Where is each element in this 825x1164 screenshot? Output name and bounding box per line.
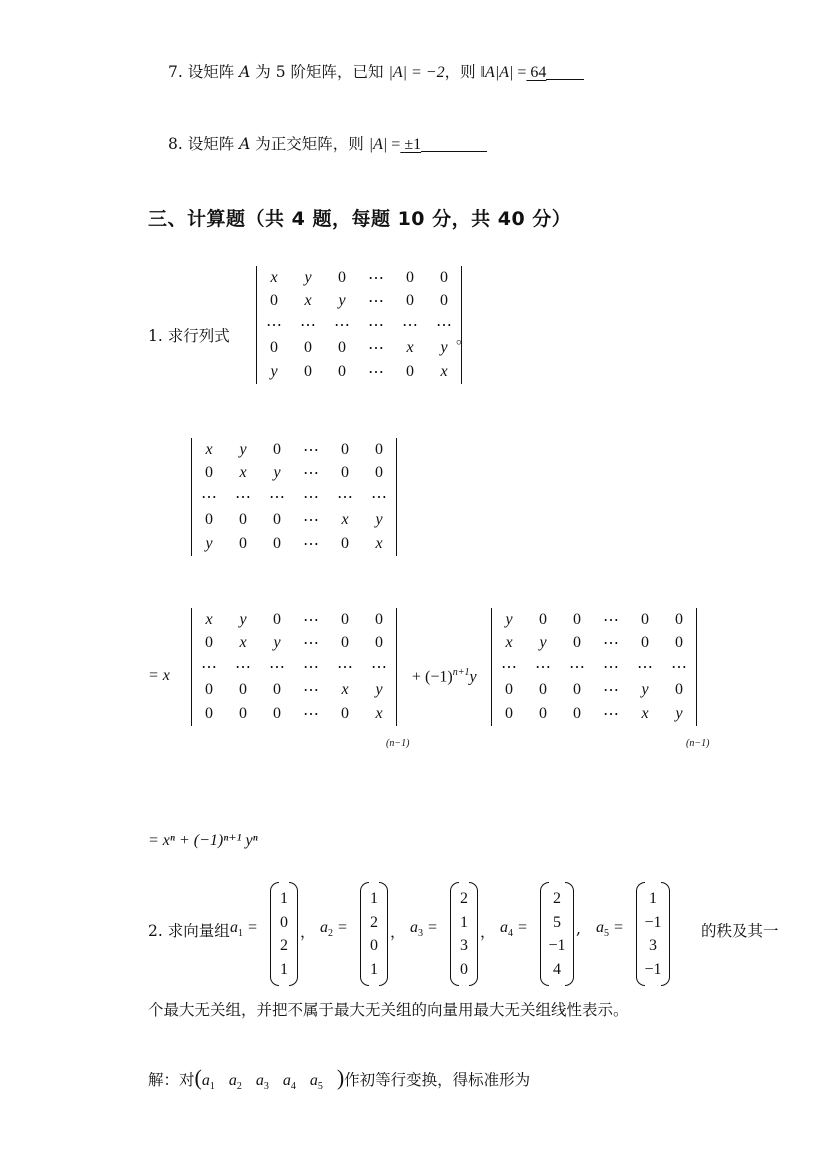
separator: ， xyxy=(390,923,406,941)
matrix-cell: 0 xyxy=(273,511,281,529)
matrix-cell: x xyxy=(270,268,278,286)
order-label-2: (n−1) xyxy=(686,738,710,749)
matrix-cell: 0 xyxy=(573,681,581,699)
vector-entry: 1 xyxy=(460,913,468,931)
solution-line: 解：对($a_1$ $a_2$ $a_3$ $a_4$ $a_5$ )作初等行变换，得标准形为 xyxy=(148,1065,531,1093)
matrix-cell: ⋯ xyxy=(303,441,319,459)
matrix-cell: 0 xyxy=(205,634,213,652)
matrix-cell: 0 xyxy=(641,634,649,652)
matrix-cell: 0 xyxy=(341,464,349,482)
matrix-row xyxy=(192,632,396,656)
tuple-vector-a4: $a_4$ xyxy=(282,1072,296,1093)
matrix-row xyxy=(192,679,396,703)
vector-entry: 0 xyxy=(370,937,378,954)
problem-2-tail: 的秩及其一 xyxy=(701,922,779,940)
matrix-row xyxy=(192,485,396,509)
matrix-cell: y xyxy=(239,440,247,458)
vector-entry: 2 xyxy=(460,890,468,907)
vector-label-a2: $a_2$ = xyxy=(320,919,348,940)
matrix-row xyxy=(257,360,461,384)
matrix-cell: x xyxy=(440,362,448,380)
answer-8: ±1 xyxy=(404,136,422,153)
matrix-cell: y xyxy=(440,339,448,357)
minor-determinant-1 xyxy=(191,608,397,726)
tuple-vector-a2: $a_2$ xyxy=(228,1072,242,1093)
matrix-cell: ⋯ xyxy=(371,488,387,506)
matrix-cell: 0 xyxy=(675,610,683,628)
matrix-row xyxy=(192,608,396,632)
column-vector-a4 xyxy=(540,882,574,986)
matrix-cell: 0 xyxy=(406,268,414,286)
problem-1-label: 1. 求行列式 xyxy=(148,327,230,345)
matrix-cell: ⋯ xyxy=(535,658,551,676)
matrix-cell: 0 xyxy=(406,292,414,310)
matrix-cell: ⋯ xyxy=(368,293,384,311)
matrix-cell: y xyxy=(375,511,383,529)
matrix-cell: 0 xyxy=(539,610,547,628)
matrix-cell: 0 xyxy=(205,704,213,722)
matrix-cell: 0 xyxy=(539,704,547,722)
matrix-cell: 0 xyxy=(406,362,414,380)
matrix-cell: ⋯ xyxy=(303,658,319,676)
matrix-cell: ⋯ xyxy=(569,658,585,676)
matrix-cell: ⋯ xyxy=(269,488,285,506)
separator: ， xyxy=(300,923,316,941)
matrix-cell: x xyxy=(375,704,383,722)
matrix-cell: x xyxy=(406,339,414,357)
matrix-cell: 0 xyxy=(338,268,346,286)
vector-entry: −1 xyxy=(644,960,662,978)
matrix-cell: x xyxy=(205,610,213,628)
matrix-row xyxy=(257,266,461,290)
matrix-row xyxy=(492,702,696,726)
matrix-row xyxy=(492,679,696,703)
left-paren: ( xyxy=(194,1065,202,1090)
matrix-cell: ⋯ xyxy=(300,316,316,334)
matrix-cell: 0 xyxy=(375,610,383,628)
matrix-row xyxy=(192,655,396,679)
matrix-cell: ⋯ xyxy=(603,611,619,629)
vector-entry: 2 xyxy=(370,913,378,931)
column-vector-a3 xyxy=(450,882,478,986)
asked-expression: ‖A|A| xyxy=(480,64,514,81)
determinant-result: = xⁿ + (−1)ⁿ⁺¹ yⁿ xyxy=(148,832,258,849)
matrix-cell: x xyxy=(239,464,247,482)
matrix-cell: 0 xyxy=(273,681,281,699)
column-vector-a2 xyxy=(360,882,388,986)
matrix-cell: ⋯ xyxy=(303,635,319,653)
matrix-cell: 0 xyxy=(341,534,349,552)
matrix-cell: ⋯ xyxy=(235,658,251,676)
matrix-cell: ⋯ xyxy=(303,512,319,530)
matrix-row xyxy=(192,462,396,486)
matrix-cell: 0 xyxy=(239,704,247,722)
matrix-cell: ⋯ xyxy=(501,658,517,676)
right-paren: ) xyxy=(336,1065,345,1090)
matrix-cell: y xyxy=(505,610,513,628)
order-label-1: (n−1) xyxy=(386,738,410,749)
matrix-row xyxy=(257,337,461,361)
matrix-cell: 0 xyxy=(205,511,213,529)
vector-entry: 0 xyxy=(280,913,288,931)
determinant-copy xyxy=(191,438,397,556)
matrix-cell: ⋯ xyxy=(637,658,653,676)
column-vector-a1 xyxy=(270,882,298,986)
vector-entry: 3 xyxy=(460,937,468,954)
vector-tuple xyxy=(201,1072,337,1093)
vector-entry: 3 xyxy=(649,937,657,954)
matrix-cell: 0 xyxy=(375,464,383,482)
matrix-row xyxy=(492,632,696,656)
matrix-cell: ⋯ xyxy=(671,658,687,676)
matrix-row xyxy=(192,702,396,726)
vector-entry: −1 xyxy=(548,937,566,954)
given-determinant: |A| = −2 xyxy=(388,64,445,81)
matrix-cell: 0 xyxy=(273,440,281,458)
matrix-cell: 0 xyxy=(675,681,683,699)
tuple-vector-a3: $a_3$ xyxy=(255,1072,269,1093)
expansion-second-term: + $(-1)^{n+1}y$ xyxy=(412,667,477,686)
matrix-row xyxy=(257,313,461,337)
expansion-first-term: = x xyxy=(148,667,170,684)
matrix-cell: ⋯ xyxy=(337,488,353,506)
problem-1-end: 。 xyxy=(456,329,472,347)
matrix-cell: ⋯ xyxy=(368,316,384,334)
matrix-cell: 0 xyxy=(273,704,281,722)
vector-entry: 5 xyxy=(553,913,561,931)
matrix-row xyxy=(257,290,461,314)
matrix-cell: ⋯ xyxy=(368,340,384,358)
matrix-row xyxy=(192,509,396,533)
matrix-cell: 0 xyxy=(440,292,448,310)
matrix-cell: y xyxy=(304,268,312,286)
matrix-cell: 0 xyxy=(205,464,213,482)
matrix-cell: y xyxy=(539,634,547,652)
matrix-cell: ⋯ xyxy=(235,488,251,506)
vector-entry: 1 xyxy=(280,960,288,978)
problem-2-label: 2. 求向量组 xyxy=(148,922,230,940)
matrix-cell: 0 xyxy=(273,610,281,628)
matrix-row xyxy=(492,608,696,632)
tuple-vector-a1: $a_1$ xyxy=(201,1072,215,1093)
question-7: 7. 设矩阵 A 为 5 阶矩阵，已知 |A| = −2，则 ‖A|A| = 64 xyxy=(168,60,584,82)
matrix-cell: 0 xyxy=(341,610,349,628)
matrix-cell: 0 xyxy=(375,440,383,458)
matrix-cell: y xyxy=(273,634,281,652)
matrix-cell: 0 xyxy=(675,634,683,652)
column-vector-a5 xyxy=(636,882,670,986)
vector-entry: 4 xyxy=(553,960,561,978)
matrix-cell: x xyxy=(505,634,513,652)
matrix-cell: ⋯ xyxy=(269,658,285,676)
matrix-row xyxy=(192,438,396,462)
determinant-main xyxy=(256,266,462,384)
matrix-cell: ⋯ xyxy=(371,658,387,676)
matrix-cell: x xyxy=(205,440,213,458)
problem-2-line-2: 个最大无关组，并把不属于最大无关组的向量用最大无关组线性表示。 xyxy=(148,1001,629,1019)
asked-determinant: |A| xyxy=(368,136,388,153)
matrix-cell: y xyxy=(375,681,383,699)
matrix-cell: 0 xyxy=(270,339,278,357)
matrix-cell: y xyxy=(675,704,683,722)
matrix-cell: ⋯ xyxy=(303,611,319,629)
matrix-cell: x xyxy=(641,704,649,722)
matrix-cell: 0 xyxy=(375,634,383,652)
matrix-cell: x xyxy=(375,534,383,552)
matrix-cell: ⋯ xyxy=(334,316,350,334)
vector-label-a3: $a_3$ = xyxy=(410,919,438,940)
matrix-cell: ⋯ xyxy=(603,635,619,653)
matrix-cell: 0 xyxy=(641,610,649,628)
vector-entry: −1 xyxy=(644,913,662,931)
matrix-cell: 0 xyxy=(505,681,513,699)
answer-blank xyxy=(421,150,487,152)
matrix-cell: x xyxy=(239,634,247,652)
matrix-cell: y xyxy=(273,464,281,482)
matrix-cell: ⋯ xyxy=(603,682,619,700)
matrix-cell: y xyxy=(641,681,649,699)
matrix-cell: 0 xyxy=(573,634,581,652)
matrix-cell: 0 xyxy=(440,268,448,286)
matrix-cell: y xyxy=(270,362,278,380)
matrix-cell: 0 xyxy=(273,534,281,552)
matrix-cell: ⋯ xyxy=(303,535,319,553)
vector-label-a1: $a_1$ = xyxy=(230,919,258,940)
matrix-cell: ⋯ xyxy=(337,658,353,676)
matrix-cell: 0 xyxy=(304,362,312,380)
vector-entry: 1 xyxy=(280,890,288,907)
matrix-cell: 0 xyxy=(338,362,346,380)
answer-blank xyxy=(546,78,584,80)
matrix-cell: 0 xyxy=(270,292,278,310)
matrix-cell: x xyxy=(304,292,312,310)
vector-entry: 2 xyxy=(280,937,288,954)
matrix-cell: ⋯ xyxy=(436,316,452,334)
matrix-cell: 0 xyxy=(341,634,349,652)
matrix-row xyxy=(492,655,696,679)
matrix-cell: ⋯ xyxy=(303,682,319,700)
matrix-cell: ⋯ xyxy=(266,316,282,334)
matrix-cell: ⋯ xyxy=(368,363,384,381)
vector-entry: 1 xyxy=(370,960,378,978)
matrix-cell: y xyxy=(239,610,247,628)
matrix-cell: 0 xyxy=(341,704,349,722)
section-heading: 三、计算题（共 4 题，每题 10 分，共 40 分） xyxy=(148,208,572,230)
matrix-cell: ⋯ xyxy=(603,705,619,723)
matrix-cell: y xyxy=(338,292,346,310)
matrix-cell: 0 xyxy=(539,681,547,699)
matrix-cell: ⋯ xyxy=(303,465,319,483)
matrix-cell: ⋯ xyxy=(201,658,217,676)
matrix-cell: ⋯ xyxy=(303,705,319,723)
matrix-cell: 0 xyxy=(205,681,213,699)
matrix-cell: ⋯ xyxy=(402,316,418,334)
vector-entry: 2 xyxy=(553,890,561,907)
matrix-cell: ⋯ xyxy=(603,658,619,676)
vector-entry: 1 xyxy=(649,890,657,907)
matrix-cell: y xyxy=(205,534,213,552)
tuple-vector-a5: $a_5$ xyxy=(309,1072,323,1093)
matrix-row xyxy=(192,532,396,556)
matrix-cell: 0 xyxy=(573,704,581,722)
matrix-cell: ⋯ xyxy=(368,269,384,287)
matrix-cell: ⋯ xyxy=(303,488,319,506)
vector-entry: 1 xyxy=(370,890,378,907)
matrix-cell: ⋯ xyxy=(201,488,217,506)
matrix-cell: 0 xyxy=(239,511,247,529)
matrix-cell: 0 xyxy=(304,339,312,357)
matrix-cell: 0 xyxy=(505,704,513,722)
vector-entry: 0 xyxy=(460,960,468,978)
matrix-cell: x xyxy=(341,681,349,699)
matrix-cell: 0 xyxy=(239,534,247,552)
matrix-cell: 0 xyxy=(239,681,247,699)
separator: , xyxy=(576,920,581,938)
question-8: 8. 设矩阵 A 为正交矩阵，则 |A| = ±1 xyxy=(168,132,487,154)
separator: ， xyxy=(480,923,496,941)
vector-group xyxy=(230,880,700,990)
matrix-cell: 0 xyxy=(338,339,346,357)
matrix-cell: 0 xyxy=(341,440,349,458)
vector-label-a5: $a_5$ = xyxy=(596,919,624,940)
matrix-cell: x xyxy=(341,511,349,529)
vector-label-a4: $a_4$ = xyxy=(500,919,528,940)
minor-determinant-2 xyxy=(491,608,697,726)
answer-7: 64 xyxy=(530,64,547,81)
matrix-cell: 0 xyxy=(573,610,581,628)
